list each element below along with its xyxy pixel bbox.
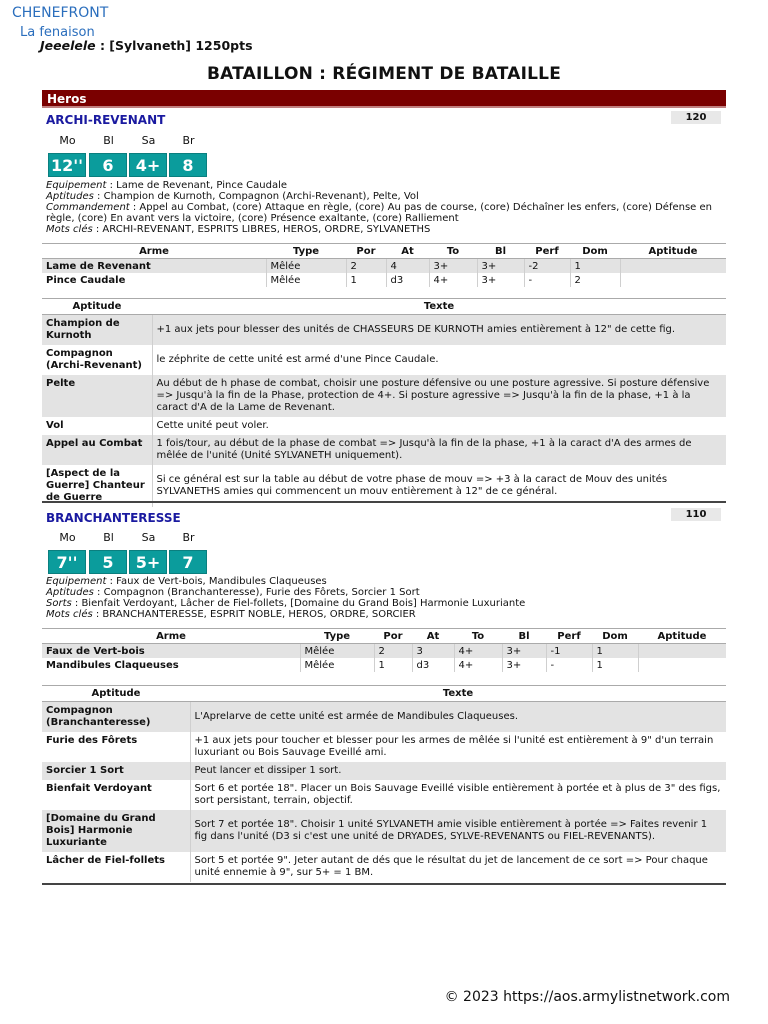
table-row: Compagnon (Archi-Revenant) le zéphrite de cette unité est armé d'une Pince Caudale. bbox=[42, 345, 726, 375]
table-row: Vol Cette unité peut voler. bbox=[42, 417, 726, 435]
table-row: Furie des Fôrets +1 aux jets pour toucher et blesser pour les armes de mêlée si l'unité est entièrement à 9" d'un terrain luxuriant ou Bois Sauvage Eveillé ami. bbox=[42, 732, 726, 762]
stat-value-wounds: 5 bbox=[89, 550, 127, 574]
stat-label: Mo bbox=[59, 134, 76, 147]
table-row: Sorcier 1 Sort Peut lancer et dissiper 1 sort. bbox=[42, 762, 726, 780]
table-row: Champion de Kurnoth +1 aux jets pour blesser des unités de CHASSEURS DE KURNOTH amies entièrement à 12" de cette fig. bbox=[42, 315, 726, 346]
stat-label: Mo bbox=[59, 531, 76, 544]
table-row: Compagnon (Branchanteresse) L'Aprelarve de cette unité est armée de Mandibules Claqueuses. bbox=[42, 702, 726, 733]
meta-command: Commandement : Appel au Combat, (core) Attaque en règle, (core) Au pas de course, (core) Déchaîner les enfers, (core) Défense en règle, (core) En avant vers la victoire, (core) Présence exaltante, (core) Ralliement bbox=[46, 202, 712, 224]
stat-label: Bl bbox=[103, 531, 114, 544]
abilities-table bbox=[42, 685, 726, 882]
table-header-row: Arme Type Por At To Bl Perf Dom Aptitude bbox=[42, 244, 726, 259]
meta-equipment: Equipement : Faux de Vert-bois, Mandibules Claqueuses bbox=[46, 576, 327, 587]
unit-points-badge: 110 bbox=[671, 508, 721, 521]
stat-label: Sa bbox=[141, 531, 156, 544]
table-row: [Aspect de la Guerre] Chanteur de Guerre Si ce général est sur la table au début de votre phase de mouv => +3 à la caract de Mouv des unités SYLVANETHS amies qui commencent un mouv entièrement à 12" de ce général. bbox=[42, 465, 726, 507]
stat-value-save: 5+ bbox=[129, 550, 167, 574]
army-info bbox=[40, 38, 253, 53]
unit-points-badge: 120 bbox=[671, 111, 721, 124]
stat-label: Bl bbox=[103, 134, 114, 147]
stat-value-move: 7'' bbox=[48, 550, 86, 574]
meta-abilities: Aptitudes : Champion de Kurnoth, Compagnon (Archi-Revenant), Pelte, Vol bbox=[46, 191, 419, 202]
abilities-table bbox=[42, 298, 726, 507]
table-header-row: Aptitude Texte bbox=[42, 299, 726, 315]
table-row: Appel au Combat 1 fois/tour, au début de la phase de combat => Jusqu'à la fin de la phase, +1 à la caract d'A des armes de mêlée de l'unité (Unité SYLVANETH uniquement). bbox=[42, 435, 726, 465]
stat-label: Br bbox=[182, 531, 195, 544]
army-faction-points: : [Sylvaneth] 1250pts bbox=[95, 38, 253, 53]
weapons-table bbox=[42, 628, 726, 672]
stat-value-move: 12'' bbox=[48, 153, 86, 177]
table-row: Lame de Revenant Mêlée 2 4 3+ 3+ -2 1 bbox=[42, 259, 726, 274]
unit-name: ARCHI-REVENANT bbox=[46, 113, 166, 127]
table-row: Pince Caudale Mêlée 1 d3 4+ 3+ - 2 bbox=[42, 273, 726, 287]
weapons-table bbox=[42, 243, 726, 287]
table-row: [Domaine du Grand Bois] Harmonie Luxuriante Sort 7 et portée 18". Choisir 1 unité SYLVANETH amie visible entièrement à portée => Faites revenir 1 fig dans l'unité (D3 si c'est une unité de DRYADES, SYLVE-REVENANTS ou FIEL-REVENANTS). bbox=[42, 810, 726, 852]
category-bar: Heros bbox=[42, 90, 726, 108]
site-title-link[interactable]: CHENEFRONT bbox=[12, 5, 109, 21]
stat-value-wounds: 6 bbox=[89, 153, 127, 177]
stat-value-bravery: 8 bbox=[169, 153, 207, 177]
table-row: Bienfait Verdoyant Sort 6 et portée 18". Placer un Bois Sauvage Eveillé visible entièrement à portée et à plus de 3" des figs, sort persistant, terrain, objectif. bbox=[42, 780, 726, 810]
table-row: Mandibules Claqueuses Mêlée 1 d3 4+ 3+ - 1 bbox=[42, 658, 726, 672]
unit-meta bbox=[46, 180, 726, 235]
table-row: Faux de Vert-bois Mêlée 2 3 4+ 3+ -1 1 bbox=[42, 644, 726, 659]
list-subtitle-link[interactable]: La fenaison bbox=[20, 25, 95, 40]
section-title: BATAILLON : RÉGIMENT DE BATAILLE bbox=[206, 64, 562, 84]
army-name: Jeeelele bbox=[40, 38, 96, 53]
unit-name: BRANCHANTERESSE bbox=[46, 511, 181, 525]
table-row: Pelte Au début de h phase de combat, choisir une posture défensive ou une posture agressive. Si posture défensive => Jusqu'à la fin de la Phase, protection de 4+. Si posture agressive => Jusqu'à la fin de la phase, +1 à la caract d'A de la Lame de Revenant. bbox=[42, 375, 726, 417]
stat-value-save: 4+ bbox=[129, 153, 167, 177]
meta-abilities: Aptitudes : Compagnon (Branchanteresse), Furie des Fôrets, Sorcier 1 Sort bbox=[46, 587, 420, 598]
meta-keywords: Mots clés : ARCHI-REVENANT, ESPRITS LIBRES, HEROS, ORDRE, SYLVANETHS bbox=[46, 224, 431, 235]
meta-spells: Sorts : Bienfait Verdoyant, Lâcher de Fiel-follets, [Domaine du Grand Bois] Harmonie Luxuriante bbox=[46, 598, 526, 609]
stat-label: Br bbox=[182, 134, 195, 147]
table-header-row: Arme Type Por At To Bl Perf Dom Aptitude bbox=[42, 629, 726, 644]
unit-meta bbox=[46, 576, 726, 620]
footer-copyright: © 2023 https://aos.armylistnetwork.com bbox=[444, 989, 730, 1005]
table-header-row: Aptitude Texte bbox=[42, 686, 726, 702]
meta-equipment: Equipement : Lame de Revenant, Pince Caudale bbox=[46, 180, 288, 191]
stat-label: Sa bbox=[141, 134, 156, 147]
unit-divider bbox=[42, 883, 726, 885]
meta-keywords: Mots clés : BRANCHANTERESSE, ESPRIT NOBLE, HEROS, ORDRE, SORCIER bbox=[46, 609, 416, 620]
stat-value-bravery: 7 bbox=[169, 550, 207, 574]
unit-divider bbox=[42, 501, 726, 503]
table-row: Lâcher de Fiel-follets Sort 5 et portée 9". Jeter autant de dés que le résultat du jet de lancement de ce sort => Pour chaque unité ennemie à 9", sur 5+ = 1 BM. bbox=[42, 852, 726, 882]
